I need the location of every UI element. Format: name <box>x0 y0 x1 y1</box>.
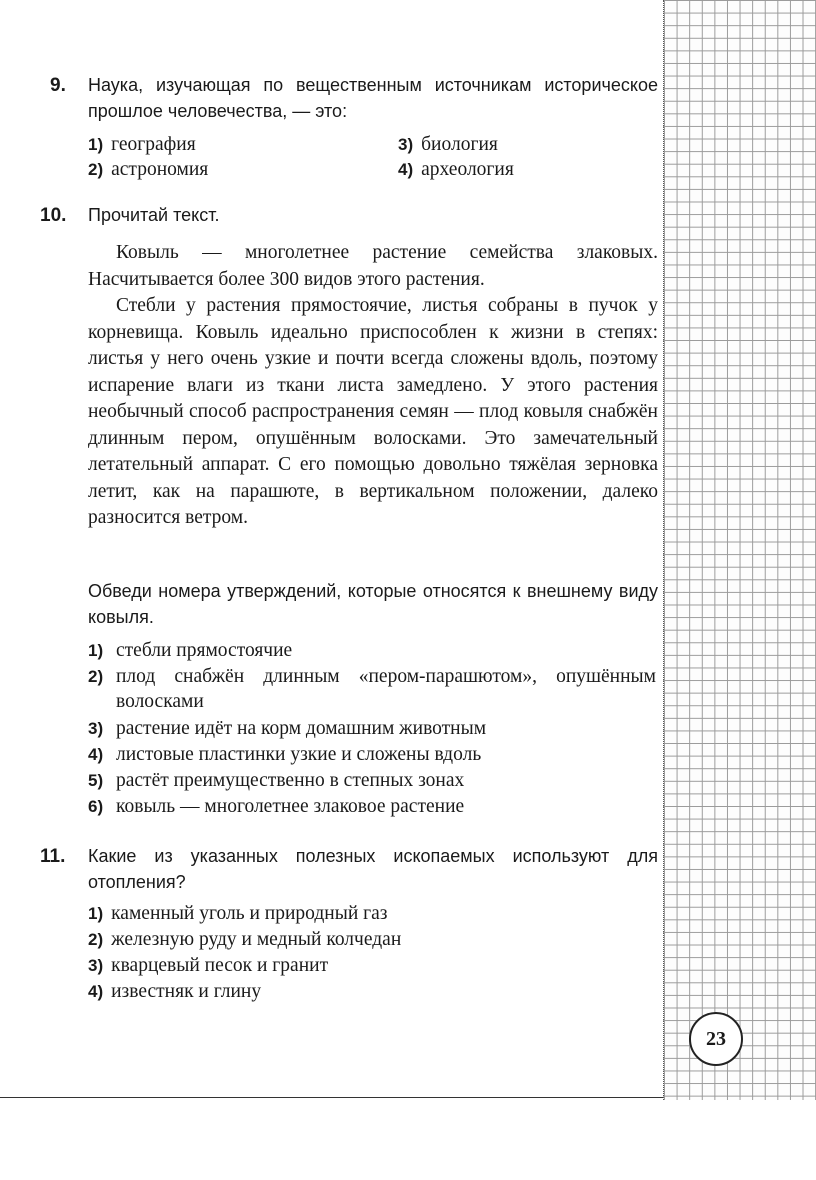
question-10-option-6[interactable]: 6) ковыль — многолетнее злаковое растение <box>88 796 465 817</box>
question-11-option-3[interactable]: 3) кварцевый песок и гранит <box>88 955 329 976</box>
page-number-badge: 23 <box>689 1012 743 1066</box>
question-11-option-1[interactable]: 1) каменный уголь и природный газ <box>88 903 388 924</box>
question-10-option-2[interactable]: 2) плод снабжён длинным «пером-парашютом», опушённым волосками <box>88 666 656 712</box>
graph-paper-margin <box>663 0 816 1100</box>
question-9-number: 9. <box>50 75 66 96</box>
question-10-option-5[interactable]: 5) растёт преимущественно в степных зонах <box>88 770 465 791</box>
question-10-option-4[interactable]: 4) листовые пластинки узкие и сложены вдоль <box>88 744 482 765</box>
reading-passage <box>88 240 658 532</box>
question-10-option-1[interactable]: 1) стебли прямостоячие <box>88 640 293 661</box>
bottom-rule <box>0 1097 663 1098</box>
reading-paragraph-1: Ковыль — многолетнее растение семейства злаковых. Насчитывается более 300 видов этого растения. <box>88 242 658 290</box>
question-11-number: 11. <box>40 846 66 867</box>
question-10-task: Обведи номера утверждений, которые относятся к внешнему виду ковыля. <box>88 581 658 627</box>
question-9-option-4[interactable]: 4) археология <box>398 159 514 180</box>
question-10-option-3[interactable]: 3) растение идёт на корм домашним животным <box>88 718 487 739</box>
question-9-option-3[interactable]: 3) биология <box>398 134 498 155</box>
question-9-text: Наука, изучающая по вещественным источникам историческое прошлое человечества, — это: <box>88 75 658 121</box>
reading-paragraph-2: Стебли у растения прямостоячие, листья собраны в пучок у корневища. Ковыль идеально приспособлен к жизни в степях: листья у него очень узкие и почти всегда сложены вдоль, поэтому испарение влаги из ткани листа замедлено. У этого растения необычный способ распространения семян — плод ковыля снабжён длинным пером, опушённым волосками. Это замечательный летательный аппарат. С его помощью довольно тяжёлая зерновка летит, как на парашюте, в вертикальном положении, далеко разносится ветром. <box>88 295 658 528</box>
question-11-option-4[interactable]: 4) известняк и глину <box>88 981 262 1002</box>
question-10-number: 10. <box>40 205 67 226</box>
question-11-text: Какие из указанных полезных ископаемых используют для отопления? <box>88 846 658 892</box>
question-9-option-1[interactable]: 1) география <box>88 134 196 155</box>
question-11-option-2[interactable]: 2) железную руду и медный колчедан <box>88 929 402 950</box>
question-10-intro: Прочитай текст. <box>88 205 220 225</box>
question-9-option-2[interactable]: 2) астрономия <box>88 159 209 180</box>
